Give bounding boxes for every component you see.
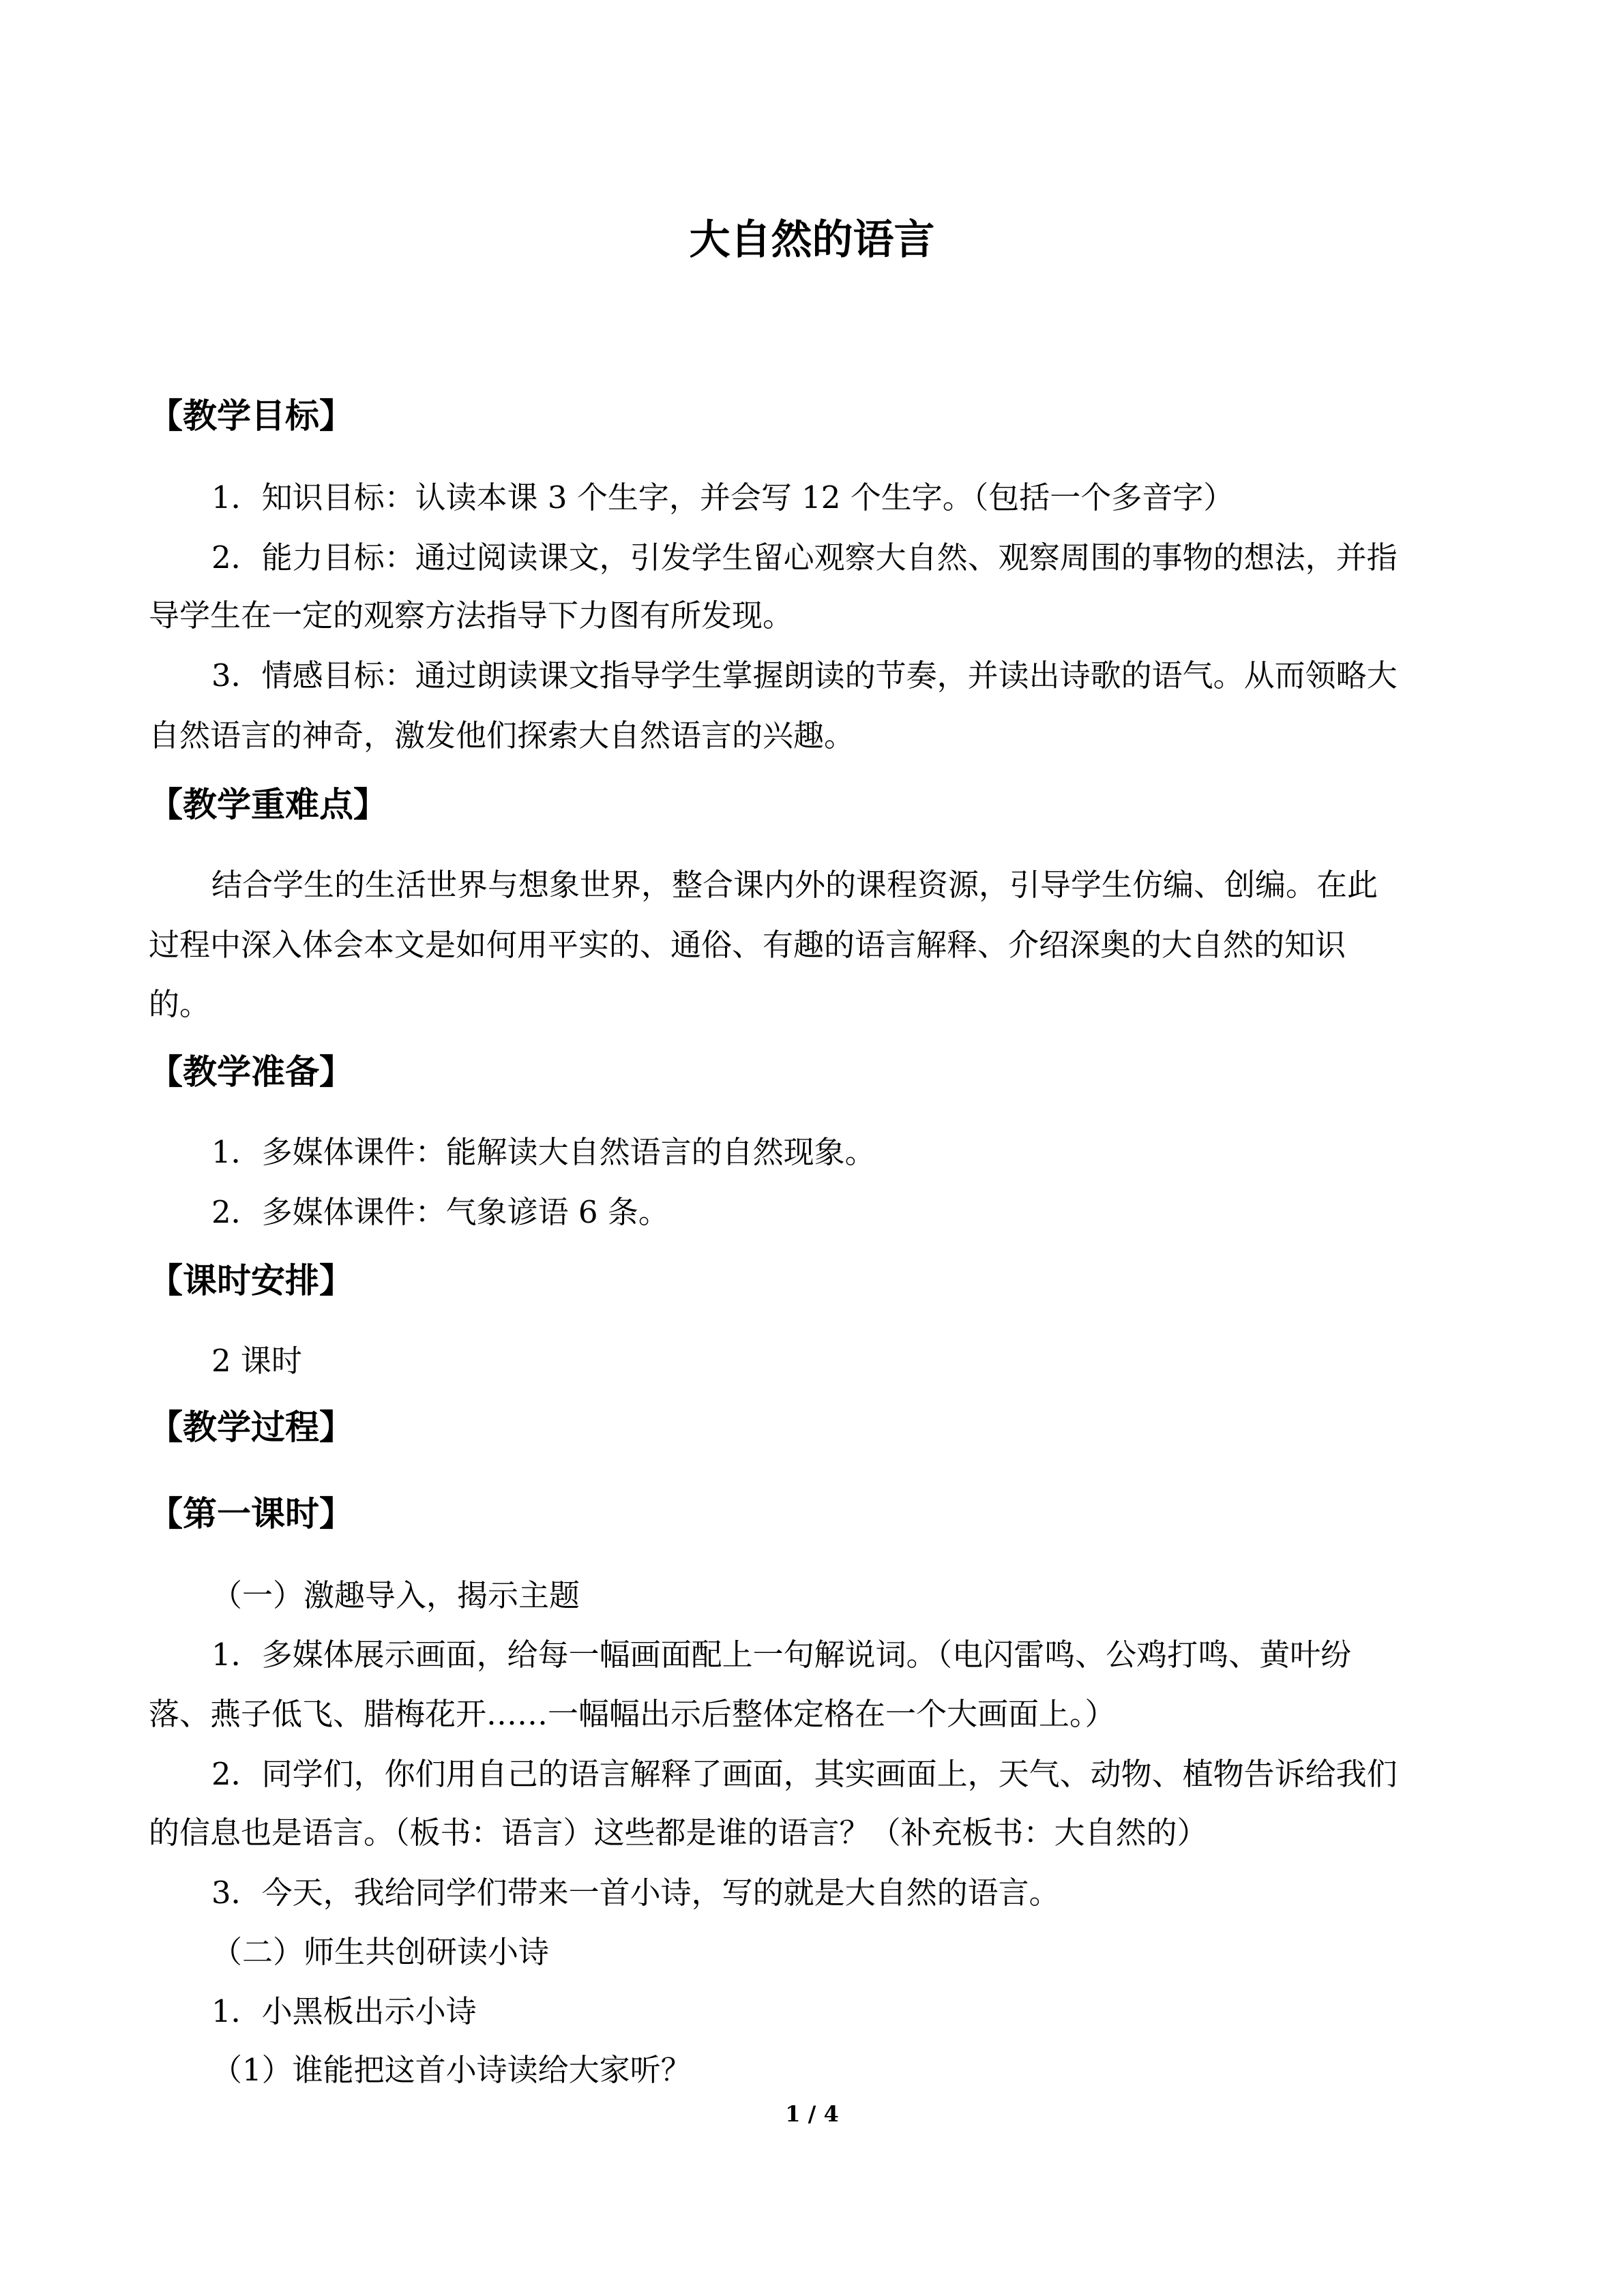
first-lesson-line-7: （二）师生共创研读小诗: [211, 1934, 550, 1970]
first-lesson-line-4: 2．同学们，你们用自己的语言解释了画面，其实画面上，天气、动物、植物告诉给我们: [211, 1756, 1398, 1792]
heading-objectives: 【教学目标】: [149, 396, 353, 436]
key-points-line-2: 过程中深入体会本文是如何用平实的、通俗、有趣的语言解释、介绍深奥的大自然的知识: [149, 927, 1346, 963]
heading-key-points: 【教学重难点】: [149, 784, 387, 824]
objectives-line-2: 2．能力目标：通过阅读课文，引发学生留心观察大自然、观察周围的事物的想法，并指: [211, 539, 1398, 576]
first-lesson-line-9: （1）谁能把这首小诗读给大家听？: [211, 2052, 692, 2088]
first-lesson-line-2: 1．多媒体展示画面，给每一幅画面配上一句解说词。（电闪雷鸣、公鸡打鸣、黄叶纷: [211, 1637, 1352, 1673]
document-title: 大自然的语言: [689, 216, 935, 264]
objectives-line-3: 导学生在一定的观察方法指导下力图有所发现。: [149, 597, 794, 633]
first-lesson-line-1: （一）激趣导入，揭示主题: [211, 1577, 580, 1613]
objectives-line-4: 3．情感目标：通过朗读课文指导学生掌握朗读的节奏，并读出诗歌的语气。从而领略大: [211, 657, 1398, 694]
first-lesson-line-3: 落、燕子低飞、腊梅花开……一幅幅出示后整体定格在一个大画面上。）: [149, 1696, 1116, 1732]
key-points-line-1: 结合学生的生活世界与想象世界，整合课内外的课程资源，引导学生仿编、创编。在此: [211, 867, 1378, 903]
heading-schedule: 【课时安排】: [149, 1260, 353, 1300]
preparation-line-2: 2．多媒体课件：气象谚语 6 条。: [211, 1194, 669, 1230]
preparation-line-1: 1．多媒体课件：能解读大自然语言的自然现象。: [211, 1134, 876, 1170]
schedule-line-1: 2 课时: [211, 1343, 302, 1379]
key-points-line-3: 的。: [149, 986, 211, 1022]
heading-preparation: 【教学准备】: [149, 1052, 353, 1092]
objectives-line-5: 自然语言的神奇，激发他们探索大自然语言的兴趣。: [149, 717, 855, 754]
heading-first-lesson: 【第一课时】: [149, 1493, 353, 1534]
first-lesson-line-8: 1．小黑板出示小诗: [211, 1993, 477, 2029]
heading-process: 【教学过程】: [149, 1407, 353, 1447]
first-lesson-line-5: 的信息也是语言。（板书：语言）这些都是谁的语言？（补充板书：大自然的）: [149, 1815, 1208, 1851]
first-lesson-line-6: 3．今天，我给同学们带来一首小诗，写的就是大自然的语言。: [211, 1875, 1060, 1911]
objectives-line-1: 1．知识目标：认读本课 3 个生字，并会写 12 个生字。（包括一个多音字）: [211, 479, 1235, 516]
page-number: 1 / 4: [785, 2101, 839, 2127]
